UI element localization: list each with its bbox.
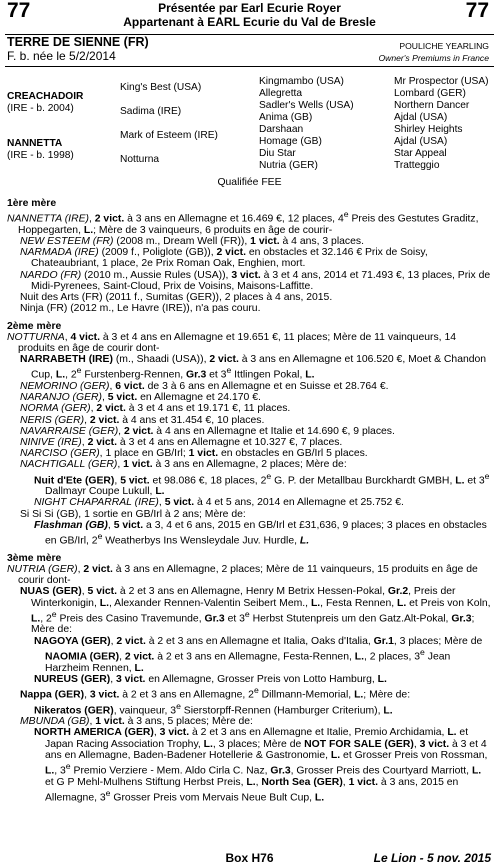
ped-g4-7: Star Appeal [394, 148, 447, 159]
ped-g3-3: Sadler's Wells (USA) [259, 100, 354, 111]
produce-row: Nuit d'Ete (GER), 5 vict. et 98.086 €, 18 places, 2e G. P. der Metallbau Burckhardt GMBH, L. et 3e Dallmayr Coupe Lukull, L. [34, 470, 490, 498]
produce-row: NARANJO (GER), 5 vict. en Allemagne et 24.170 €. [20, 392, 261, 404]
produce-row: NUAS (GER), 5 vict. à 2 et 3 ans en Allemagne, Henry M Betrix Hessen-Pokal, Gr.2, Preis der Winterkonigin, L., Alexander Rennen-Valentin Seibert Mem., L., Festa Rennen, L. et Preis von Koln, L., 2e Preis des Casino Travemunde, Gr.3 et 3e Herbst Stutenpreis um den Gatz.Alt-Pokal, Gr.3; Mère de: [20, 586, 491, 636]
header-owner: Appartenant à EARL Ecurie du Val de Bresle [123, 15, 376, 29]
horse-birth: F. b. née le 5/2/2014 [7, 49, 116, 63]
section-1ere-mere: 1ère mère [7, 198, 57, 209]
produce-row: NEW ESTEEM (FR) (2008 m., Dream Well (FR)), 1 vict. à 4 ans, 3 places. [20, 236, 364, 248]
section-3eme-mere: 3ème mère [7, 552, 62, 564]
divider-pedigree [5, 66, 494, 67]
sire-name: CREACHADOIR [7, 91, 84, 102]
produce-row: NIGHT CHAPARRAL (IRE), 5 vict. à 4 et 5 ans, 2014 en Allemagne et 25.752 €. [34, 497, 404, 509]
ped-g4-3: Northern Dancer [394, 100, 470, 111]
ped-g2-4: Notturna [120, 154, 160, 165]
produce-row: NUREUS (GER), 3 vict. en Allemagne, Grosser Preis von Lotto Hamburg, L. [34, 673, 387, 685]
ped-g3-2: Allegretta [259, 88, 303, 99]
produce-row: NACHTIGALL (GER), 1 vict. à 3 ans en Allemagne, 2 places; Mère de: [20, 459, 347, 471]
produce-row: NAGOYA (GER), 2 vict. à 2 et 3 ans en Allemagne et Italia, Oaks d'Italia, Gr.1, 3 places; Mère de NAOMIA (GER), 2 vict. à 2 et 3 ans en Allemagne, Festa-Rennen, L., 2 places, 3e Jean Harzheim Rennen, L. [34, 635, 483, 674]
dam-1-text: NANNETTA (IRE), 2 vict. à 3 ans en Allemagne et 16.469 €, 12 places, 4e Preis des Gestutes Graditz, Hoppegarten, L.; Mère de 3 vainqueurs, 6 produits en âge de courir- [7, 209, 479, 236]
header [0, 1, 499, 29]
ped-g2-2: Sadima (IRE) [120, 106, 182, 117]
produce-row: NERIS (GER), 2 vict. à 4 ans et 31.454 €, 10 places. [20, 414, 265, 426]
produce-row: NARRABETH (IRE) (m., Shaadi (USA)), 2 vict. à 3 ans en Allemagne et 106.520 €, Moet & Chandon Cup, L., 2e Furstenberg-Rennen, Gr.3 et 3e Ittlingen Pokal, L. [20, 354, 487, 381]
ped-g3-5: Darshaan [259, 124, 304, 135]
dam-name: NANNETTA [7, 138, 63, 149]
produce-row: NAVARRAISE (GER), 2 vict. à 4 ans en Allemagne et Italie et 14.690 €, 9 places. [20, 425, 395, 437]
produce-row: NARDO (FR) (2010 m., Aussie Rules (USA)), 3 vict. à 3 et 4 ans, 2014 et 71.493 €, 13 places, Prix de Midi-Pyrenees, Saint-Cloud, Prix de Voisins, Maisons-Laffitte. [20, 269, 491, 292]
produce-row: Nappa (GER), 3 vict. à 2 et 3 ans en Allemagne, 2e Dillmann-Memorial, L.; Mère de: [20, 684, 411, 701]
produce-row: NARCISO (GER), 1 place en GB/Irl; 1 vict. en obstacles en GB/Irl 5 places. [20, 448, 368, 460]
dam-info: (IRE - b. 1998) [7, 150, 74, 161]
dam-3-text: NUTRIA (GER), 2 vict. à 3 ans en Allemagne, 2 places; Mère de 11 vainqueurs, 15 produits en âge de courir dont- [7, 563, 478, 587]
lot-number-right: 77 [465, 0, 489, 22]
ped-g4-5: Shirley Heights [394, 124, 463, 135]
section-2eme-mere: 2ème mère [7, 320, 62, 332]
ped-g3-8: Nutria (GER) [259, 160, 318, 171]
header-presenter: Présentée par Earl Ecurie Royer [158, 1, 341, 15]
ped-g2-1: King's Best (USA) [120, 82, 202, 93]
qualifiee: Qualifiée FEE [217, 177, 282, 188]
produce-row: NARMADA (IRE) (2009 f., Poliglote (GB)), 2 vict. en obstacles et 32.146 € Prix de Soisy, Chateaubriant, 1 place, 2e Prix Roman Oak, Enghien, mort. [20, 247, 428, 270]
produce-row: NEMORINO (GER), 6 vict. de 3 à 6 ans en Allemagne et en Suisse et 28.764 €. [20, 380, 389, 392]
produce-row: NINIVE (IRE), 2 vict. à 3 et 4 ans en Allemagne et 10.327 €, 7 places. [20, 437, 343, 448]
produce-row: Flashman (GB), 5 vict. a 3, 4 et 6 ans, 2015 en GB/Irl et £31,636, 9 places; 3 places en obstacles en GB/Irl, 2e Weatherbys Ins Wensleydale Juv. Hurdle, L. [34, 519, 487, 547]
produce-row: Nuit des Arts (FR) (2011 f., Sumitas (GER)), 2 places à 4 ans, 2015. [20, 292, 333, 304]
ped-g4-1: Mr Prospector (USA) [394, 76, 489, 87]
produce-row: Si Si Si (GB), 1 sortie en GB/Irl à 2 ans; Mère de: [20, 508, 246, 520]
horse-category [378, 40, 489, 64]
ped-g4-6: Ajdal (USA) [394, 136, 448, 147]
dam-2-text: NOTTURNA, 4 vict. à 3 et 4 ans en Allemagne et 19.651 €, 11 places; Mère de 11 vainqueurs, 14 produits en âge de courir dont- [7, 331, 457, 354]
lot-number-left: 77 [7, 0, 31, 22]
ped-g3-6: Homage (GB) [259, 136, 322, 147]
premium-label: Owner's Premiums in France [378, 53, 489, 63]
ped-g4-2: Lombard (GER) [394, 88, 466, 99]
box-label: Box H76 [225, 851, 274, 865]
horse-name: TERRE DE SIENNE (FR) [7, 35, 149, 49]
produce-row: Nikeratos (GER), vainqueur, 3e Sierstorpff-Rennen (Hamburger Criterium), L. [34, 700, 393, 717]
produce-record [7, 196, 491, 804]
category-label: POULICHE YEARLING [399, 41, 489, 51]
produce-row: Ninja (FR) (2012 m., Le Havre (IRE)), n'a pas couru. [20, 303, 261, 315]
produce-row: MBUNDA (GB), 1 vict. à 3 ans, 5 places; Mère de: [20, 716, 253, 728]
produce-row: NORTH AMERICA (GER), 3 vict. à 2 et 3 ans en Allemagne et Italie, Premio Archidamia, L. et Japan Racing Association Trophy, L., 3 places; Mère de NOT FOR SALE (GER), 3 vict. à 3 et 4 ans en Allemagne, Baden-Badener Hotellerie & Gastronomie, L. et Grosser Preis von Rossman, L., 3e Premio Verziere - Mem. Aldo Cirla C. Naz, Gr.3, Grosser Preis des Courtyard Marriott, L. et G P Mehl-Mulhens Stiftung Herbst Preis, L., North Sea (GER), 1 vict. à 3 ans, 2015 en Allemagne, 3e Grosser Preis vom Mervais Neue Bult Cup, L. [34, 727, 488, 804]
produce-row: NORMA (GER), 2 vict. à 3 et 4 ans et 19.171 €, 11 places. [20, 403, 291, 415]
ped-g4-8: Tratteggio [394, 160, 440, 171]
ped-g3-7: Diu Star [259, 148, 296, 159]
sale-date: Le Lion - 5 nov. 2015 [373, 851, 491, 865]
ped-g2-3: Mark of Esteem (IRE) [120, 130, 218, 141]
ped-g4-4: Ajdal (USA) [394, 112, 448, 123]
ped-g3-4: Anima (GB) [259, 112, 313, 123]
ped-g3-1: Kingmambo (USA) [259, 76, 344, 87]
sire-info: (IRE - b. 2004) [7, 103, 74, 114]
